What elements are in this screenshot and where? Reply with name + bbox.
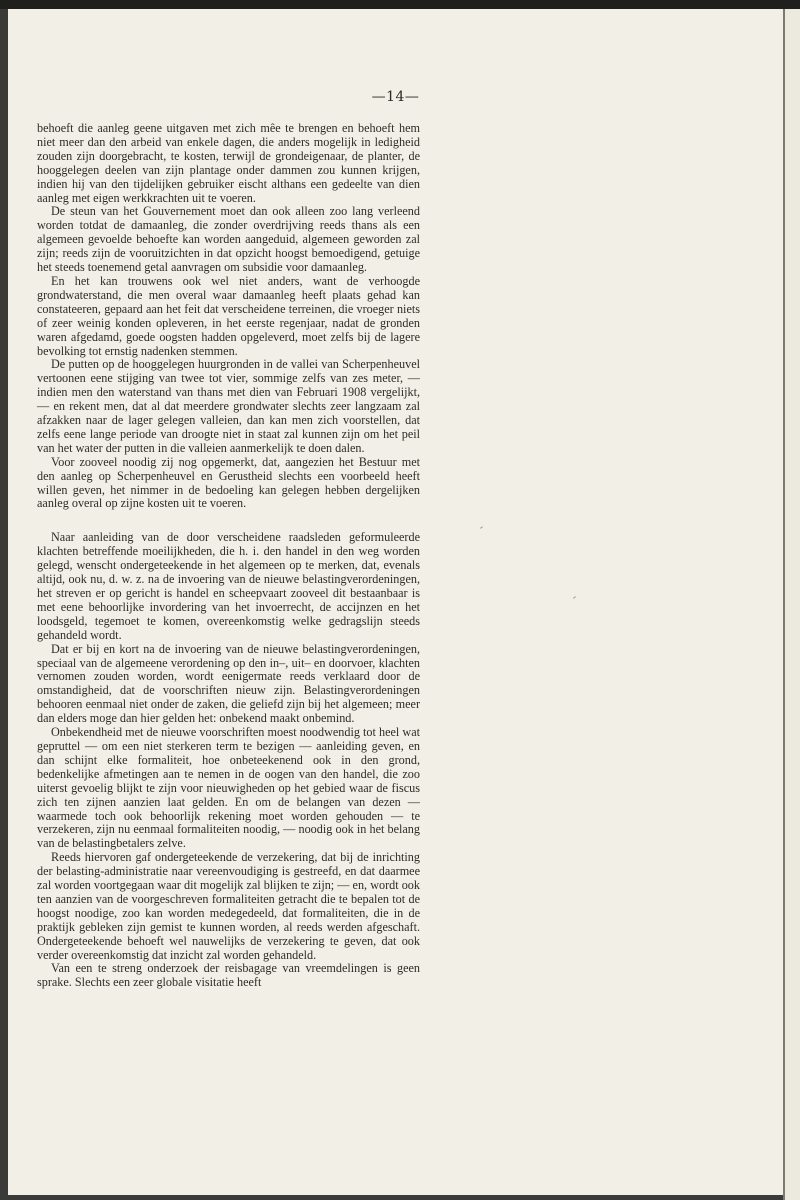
scanner-right-edge	[783, 9, 800, 1200]
paragraph-bestuur-aanleg: Voor zooveel noodig zij nog opgemerkt, dat, aangezien het Bestuur met den aanleg op Scherpenheuvel en Gerustheid slechts een voorbeeld heeft willen geven, het nimmer in de bedoeling kan gelegen hebben dergelijken aanleg overal op zijne kosten uit te voeren.	[37, 454, 420, 511]
paragraph-belastingverordeningen: Dat er bij en kort na de invoering van de nieuwe belastingverordeningen, speciaal van de algemeene verordening op den in–, uit– en doorvoer, klachten vernomen zouden worden, wordt eenigermate reeds verklaard door de omstandigheid, dat de voorschriften nieuw zijn. Belastingverordeningen behooren eenmaal niet onder de zaken, die geliefd zijn bij het algemeen; meer dan elders moge dan hier gelden het: onbekend maakt onbemind.	[37, 641, 420, 726]
paragraph-reisbagage: Van een te streng onderzoek der reisbagage van vreemdelingen is geen sprake. Slechts een zeer globale visitatie heeft	[37, 961, 420, 990]
page-number: —14—	[371, 89, 420, 105]
paragraph-vereenvoudiging: Reeds hiervoren gaf ondergeteekende de verzekering, dat bij de inrichting der belasting-administratie naar vereenvoudiging is gestreefd, en dat daarmee zal worden voortgegaan waar dit mogelijk zal blijken te zijn; — en, wordt ook ten aanzien van de voorgeschreven formaliteiten getracht die te bepalen tot de hoogst noodige, zoo kan worden medegedeeld, dat formaliteiten, die in de praktijk gebleken zijn gemist te kunnen worden, al reeds werden afgeschaft. Ondergeteekende behoeft wel nauwelijks de verzekering te geven, dat ook verder overeenkomstig dat inzicht zal worden gehandeld.	[37, 850, 420, 962]
paragraph-grondwaterstand: En het kan trouwens ook wel niet anders, want de verhoogde grondwaterstand, die men overal waar damaanleg heeft plaats gehad kan constateeren, gepaard aan het feit dat verscheidene terreinen, die vroeger niets of zeer weinig konden opleveren, in het eerste regenjaar, nadat de gronden waren afgedamd, goede oogsten hadden opgeleverd, moet zelfs bij de lagere bevolking tot ernstig nadenken stemmen.	[37, 273, 420, 358]
body-text	[37, 122, 420, 990]
paragraph-putten-scherpenheuvel: De putten op de hooggelegen huurgronden in de vallei van Scherpenheuvel vertoonen eene stijging van twee tot vier, sommige zelfs van zes meter, — indien men den waterstand van thans met dien van Februari 1908 vergelijkt, — en rekent men, dat al dat meerdere grondwater slechts zeer langzaam zal afzakken naar de lager gelegen valleien, dan kan men zich voorstellen, dat zelfs eene lange periode van droogte niet in staat zal kunnen zijn om het peil van het water der putten in die valleien aanmerkelijk te doen dalen.	[37, 357, 420, 455]
paragraph-continuation: behoeft die aanleg geene uitgaven met zich mêe te brengen en behoeft hem niet meer dan den arbeid van enkele dagen, die anders mogelijk in ledigheid zouden zijn doorgebracht, te kosten, terwijl de grondeigenaar, de planter, de hooggelegen deelen van zijn plantage onder dammen zou kunnen krijgen, indien hij van den tijdelijken gebruiker eischt althans een gedeelte van dien aanleg met eigen werkkrachten uit te voeren.	[37, 121, 420, 205]
paragraph-klachten-handel: Naar aanleiding van de door verscheidene raadsleden geformuleerde klachten betreffende moeilijkheden, die h. i. den handel in den weg worden gelegd, wenscht ondergeteekende in het algemeen op te merken, dat, evenals altijd, ook nu, d. w. z. na de invoering van de nieuwe belastingverordeningen, het streven er op gericht is handel en scheepvaart zooveel dit bestaanbaar is met eene behoorlijke invordering van het invoerrecht, de accijnzen en het loodsgeld, tegemoet te komen, overeenkomstig welke gedragslijn steeds gehandeld wordt.	[37, 530, 420, 642]
paper-speck	[573, 596, 576, 599]
paragraph-onbekendheid: Onbekendheid met de nieuwe voorschriften moest noodwendig tot heel wat gepruttel — om een niet sterkeren term te bezigen — aanleiding geven, en dan schijnt elke formaliteit, hoe onbeteekenend ook in den grond, bedenkelijke afmetingen aan te nemen in de oogen van den handel, die zoo uiterst gevoelig blijkt te zijn voor nieuwigheden op het gebied waar de fiscus zich ten zijnen aanzien laat gelden. En om de belangen van dezen — waarmede toch ook behoorlijk rekening moet worden gehouden — te verzekeren, zijn nu eenmaal formaliteiten noodig, — noodig ook in het belang van de belastingbetalers zelve.	[37, 725, 420, 851]
scanned-page	[8, 9, 783, 1195]
paragraph-gouvernement-steun: De steun van het Gouvernement moet dan ook alleen zoo lang verleend worden totdat de damaanleg, die zonder overdrijving reeds thans als een algemeen gevoelde behoefte kan worden aangeduid, algemeen geworden zal zijn; reeds zijn de vooruitzichten in dat opzicht hoogst bemoedigend, getuige het steeds toenemend getal aanvragen om subsidie voor damaanleg.	[37, 204, 420, 275]
paper-speck	[480, 526, 483, 529]
scanner-top-edge	[0, 0, 800, 9]
